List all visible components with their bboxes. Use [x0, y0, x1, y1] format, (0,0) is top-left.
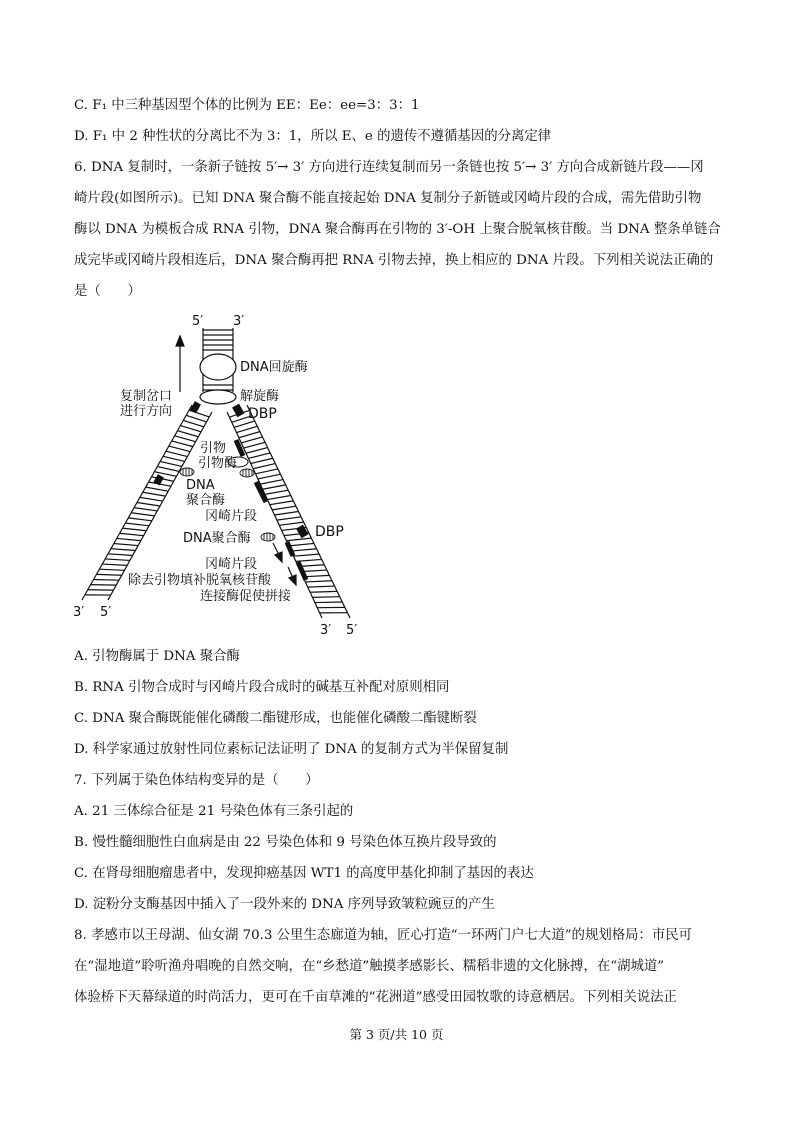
ladder-rung: [265, 490, 288, 494]
option-c-q5: C. F₁ 中三种基因型个体的比例为 EE：Ee：ee=3：3：1: [74, 98, 420, 113]
ladder-rung: [123, 528, 147, 531]
question-7: 7. 下列属于染色体结构变异的是（ ）: [74, 773, 319, 788]
ladder-rung: [157, 467, 179, 472]
ladder-rung: [286, 538, 311, 541]
label-top-3: 3′: [233, 314, 245, 329]
ladder-rung: [137, 503, 160, 507]
ladder-rung: [294, 554, 320, 556]
ladder-rung: [178, 431, 199, 437]
ladder-rung: [296, 559, 322, 561]
page-footer: 第 3 页/共 10 页: [349, 1027, 444, 1042]
ladder-rung: [310, 591, 337, 592]
ladder-rung: [169, 446, 190, 452]
ladder-rung: [241, 437, 262, 443]
ladder-rung: [117, 538, 141, 540]
ladder-rung: [105, 559, 130, 560]
question-6-line-3: 酶以 DNA 为模板合成 RNA 引物，DNA 聚合酶再在引物的 3′-OH 上聚合脱氧核苷酸。当 DNA 整条单链合: [74, 222, 721, 237]
ladder-rung: [277, 517, 301, 520]
label-right-3: 3′: [320, 623, 332, 638]
ladder-rung: [253, 464, 275, 469]
ladder-rung: [160, 461, 182, 466]
option-a-q6: A. 引物酶属于 DNA 聚合酶: [74, 649, 240, 664]
label-top-5: 5′: [192, 314, 204, 329]
ladder-rung: [140, 497, 163, 501]
ladder-rung: [134, 508, 157, 511]
ladder-rung: [186, 415, 206, 422]
ladder-rung: [94, 579, 119, 580]
ladder-rung: [267, 496, 290, 500]
label-fork-direction-1: 复制岔口: [120, 389, 173, 404]
ladder-rung: [120, 533, 144, 535]
ladder-rung: [99, 569, 124, 570]
label-okazaki-2: 冈崎片段: [205, 557, 258, 572]
ladder-rung: [251, 458, 273, 463]
ladder-rung: [275, 512, 299, 516]
label-dna-polymerase-2: 聚合酶: [186, 493, 226, 508]
option-d-q7: D. 淀粉分支酶基因中插入了一段外来的 DNA 序列导致皱粒豌豆的产生: [74, 897, 495, 912]
label-left-5: 5′: [100, 605, 112, 620]
ladder-rung: [270, 501, 294, 505]
ladder-rung: [91, 585, 117, 586]
dna-replication-figure: [60, 305, 380, 645]
question-6-line-1: 6. DNA 复制时，一条新子链按 5′→ 3′ 方向进行连续复制而另一条链也按 5′→ 3′ 方向合成新链片段——冈: [74, 160, 704, 175]
label-right-5: 5′: [346, 623, 358, 638]
label-fork-direction-2: 进行方向: [120, 404, 173, 419]
ladder-rung: [131, 513, 154, 516]
option-b-q6: B. RNA 引物合成时与冈崎片段合成时的碱基互补配对原则相同: [74, 680, 450, 695]
question-6-line-5: 是（ ）: [74, 284, 141, 299]
ladder-rung: [143, 492, 166, 496]
question-8-line-3: 体验桥下天幕绿道的时尚活力，更可在千亩草滩的“花洲道”感受田园牧歌的诗意栖居。下列相关说法正: [74, 990, 677, 1005]
question-6-line-4: 成完毕或冈崎片段相连后，DNA 聚合酶再把 RNA 引物去掉，换上相应的 DNA 片段。下列相关说法正确的: [74, 253, 714, 268]
parent-dna-ladder: [200, 328, 236, 404]
ladder-rung: [237, 426, 258, 432]
ladder-rung: [308, 586, 335, 587]
label-remove-primer: 除去引物填补脱氧核苷酸: [128, 573, 272, 588]
ladder-rung: [256, 469, 278, 474]
option-b-q7: B. 慢性髓细胞性白血病是由 22 号染色体和 9 号染色体互换片段导致的: [74, 835, 497, 850]
ladder-rung: [114, 544, 138, 546]
ladder-rung: [305, 581, 332, 582]
ladder-rung: [175, 436, 196, 442]
ladder-rung: [279, 522, 303, 525]
label-dbp-mid: DBP: [315, 524, 344, 540]
label-primase: 引物酶: [198, 456, 238, 471]
label-left-3: 3′: [73, 605, 85, 620]
ladder-rung: [108, 554, 133, 556]
ladder-rung: [260, 480, 283, 485]
ladder-rung: [289, 543, 314, 545]
ladder-rung: [315, 602, 342, 603]
ladder-rung: [291, 549, 316, 551]
label-primer: 引物: [200, 441, 227, 456]
label-ligase: 连接酶促使拼接: [200, 589, 292, 604]
ladder-rung: [166, 451, 187, 456]
ladder-rung: [244, 442, 265, 448]
label-dna-polymerase-1: DNA: [186, 478, 215, 493]
ladder-rung: [183, 420, 203, 426]
label-dna-gyrase: DNA回旋酶: [240, 360, 308, 375]
option-d-q5: D. F₁ 中 2 种性状的分离比不为 3：1，所以 E、e 的遗传不遵循基因的分离定律: [74, 129, 552, 144]
ladder-rung: [180, 426, 201, 432]
ladder-rung: [128, 518, 151, 521]
ladder-rung: [246, 448, 268, 454]
question-8-line-1: 8. 孝感市以王母湖、仙女湖 70.3 公里生态廊道为轴，匠心打造“一环两门户七大道”的规划格局：市民可: [74, 928, 693, 943]
ladder-rung: [102, 564, 127, 565]
ladder-rung: [111, 549, 135, 551]
label-dna-polymerase-right: DNA聚合酶: [183, 531, 251, 546]
label-okazaki-1: 冈崎片段: [205, 509, 258, 524]
ladder-rung: [146, 487, 169, 491]
ladder-rung: [172, 441, 193, 447]
dbp-block-mid: [296, 525, 308, 539]
ladder-rung: [248, 453, 270, 458]
option-a-q7: A. 21 三体综合征是 21 号染色体有三条引起的: [74, 804, 354, 819]
question-8-line-2: 在“湿地道”聆听渔舟唱晚的自然交响，在“乡愁道”触摸孝感影长、糯稻非遗的文化脉搏，在“湖城道”: [74, 959, 665, 974]
option-c-q6: C. DNA 聚合酶既能催化磷酸二酯键形成，也能催化磷酸二酯键断裂: [74, 711, 477, 726]
ladder-rung: [163, 456, 185, 461]
ladder-rung: [96, 574, 121, 575]
ladder-rung: [189, 410, 209, 417]
option-c-q7: C. 在肾母细胞瘤患者中，发现抑癌基因 WT1 的高度甲基化抑制了基因的表达: [74, 866, 534, 881]
label-dbp-top: DBP: [248, 406, 277, 422]
ladder-rung: [258, 474, 281, 479]
ladder-rung: [239, 432, 260, 438]
label-helicase: 解旋酶: [240, 389, 280, 404]
ladder-rung: [125, 523, 149, 526]
ladder-rung: [272, 506, 296, 510]
question-6-line-2: 崎片段(如图所示)。已知 DNA 聚合酶不能直接起始 DNA 复制分子新链或冈崎片段的合成，需先借助引物: [74, 191, 702, 206]
ladder-rung: [313, 597, 340, 598]
ladder-rung: [263, 485, 286, 489]
option-d-q6: D. 科学家通过放射性同位素标记法证明了 DNA 的复制方式为半保留复制: [74, 742, 509, 757]
okazaki-fragment-3: [287, 542, 293, 556]
